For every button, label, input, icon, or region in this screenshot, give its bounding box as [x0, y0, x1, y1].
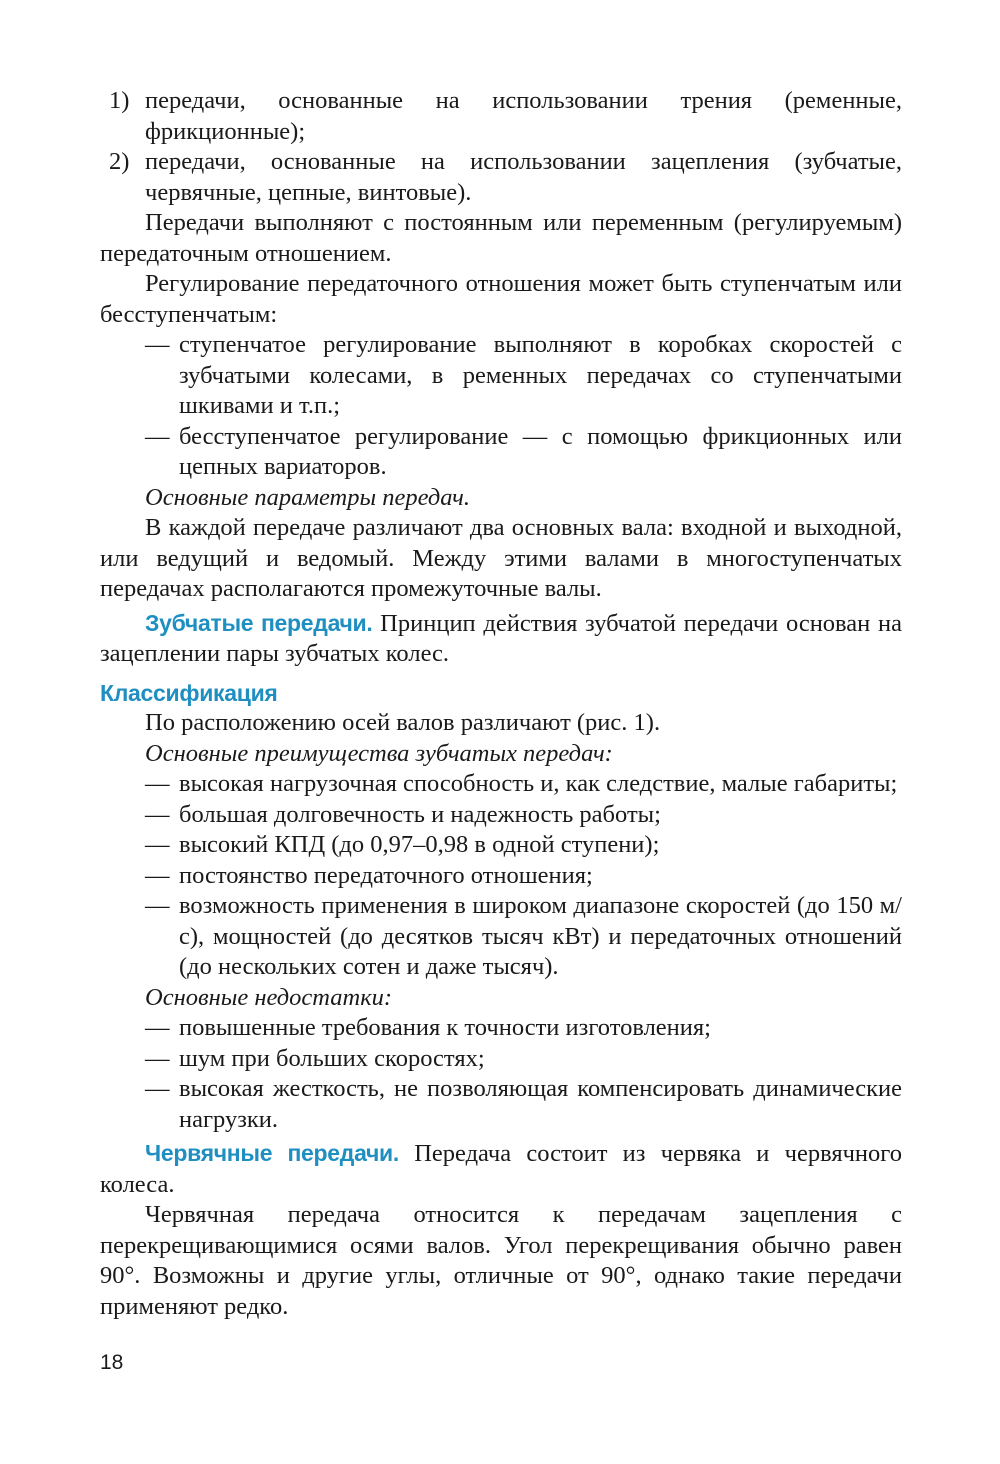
- dash-marker: —: [145, 770, 170, 797]
- item-text: высокий КПД (до 0,97–0,98 в одной ступени);: [179, 831, 660, 858]
- advantage-item-4: [100, 861, 902, 892]
- page-number: 18: [100, 1351, 124, 1374]
- paragraph-regulation: Регулирование передаточного отношения может быть ступенчатым или бесступенчатым:: [100, 270, 902, 328]
- dash-marker: —: [145, 800, 170, 828]
- paragraph-axes: По расположению осей валов различают (рис. 1).: [145, 709, 661, 736]
- item-text: возможность применения в широком диапазоне скоростей (до 150 м/с), мощностей (до десятков тысяч кВт) и передаточных отношений (до нескольких сотен и даже тысяч).: [179, 892, 902, 980]
- item-text: повышенные требования к точности изготовления;: [179, 1014, 711, 1041]
- paragraph-gear: [100, 608, 902, 670]
- params-heading: Основные параметры передач.: [145, 483, 470, 511]
- item-text: передачи, основанные на использовании трения (ременные, фрикционные);: [145, 87, 902, 145]
- item-number: 1): [109, 87, 130, 114]
- advantages-heading: Основные преимущества зубчатых передач:: [145, 739, 613, 767]
- paragraph-worm-details: Червячная передача относится к передачам зацепления с перекрещивающимися осями валов. Угол перекрещивания обычно равен 90°. Возможны и другие углы, отличные от 90°, однако такие передачи применяют редко.: [100, 1201, 902, 1320]
- dash-marker: —: [145, 1044, 170, 1072]
- item-number: 2): [109, 148, 130, 175]
- paragraph-worm: [100, 1138, 902, 1200]
- dash-marker: —: [145, 422, 170, 450]
- item-text: бесступенчатое регулирование — с помощью фрикционных или цепных вариаторов.: [179, 422, 902, 480]
- classification-heading: Классификация: [100, 679, 278, 706]
- advantage-item-2: [100, 800, 902, 831]
- advantage-item-3: [100, 830, 902, 861]
- gear-title: Зубчатые передачи.: [145, 609, 373, 636]
- item-text: постоянство передаточного отношения;: [179, 861, 593, 889]
- dash-marker: —: [145, 331, 170, 358]
- advantage-item-1: [100, 769, 902, 800]
- worm-text: Передача состоит из червяка и червячного колеса.: [100, 1140, 902, 1198]
- numbered-item-1: [100, 86, 902, 147]
- paragraph-shafts: В каждой передаче различают два основных вала: входной и выходной, или ведущий и ведомый. Между этими валами в многоступенчатых передачах располагаются промежуточные валы.: [100, 514, 902, 602]
- dash-marker: —: [145, 892, 170, 919]
- dash-marker: —: [145, 831, 170, 858]
- item-text: большая долговечность и надежность работы;: [179, 800, 661, 828]
- disadvantage-item-3: [100, 1074, 902, 1135]
- disadvantages-heading: Основные недостатки:: [145, 983, 393, 1011]
- advantage-item-5: [100, 891, 902, 983]
- regulation-item-1: [100, 330, 902, 422]
- item-text: шум при больших скоростях;: [179, 1044, 485, 1072]
- page-body: [100, 86, 902, 1322]
- dash-marker: —: [145, 1075, 170, 1102]
- regulation-item-2: [100, 422, 902, 483]
- item-text: ступенчатое регулирование выполняют в коробках скоростей с зубчатыми колесами, в ременных передачах со ступенчатыми шкивами и т.п.;: [179, 331, 902, 419]
- disadvantage-item-1: [100, 1013, 902, 1044]
- dash-marker: —: [145, 1014, 170, 1041]
- item-text: передачи, основанные на использовании зацепления (зубчатые, червячные, цепные, винтовые).: [145, 148, 902, 206]
- worm-title: Червячные передачи.: [145, 1140, 399, 1166]
- item-text: высокая жесткость, не позволяющая компенсировать динамические нагрузки.: [179, 1075, 902, 1133]
- dash-marker: —: [145, 861, 170, 889]
- item-text: высокая нагрузочная способность и, как следствие, малые габариты;: [179, 770, 898, 797]
- paragraph-ratio: Передачи выполняют с постоянным или переменным (регулируемым) передаточным отношением.: [100, 209, 902, 267]
- gear-text: Принцип действия зубчатой передачи основан на зацеплении пары зубчатых колес.: [100, 609, 902, 667]
- disadvantage-item-2: [100, 1044, 902, 1075]
- numbered-item-2: [100, 147, 902, 208]
